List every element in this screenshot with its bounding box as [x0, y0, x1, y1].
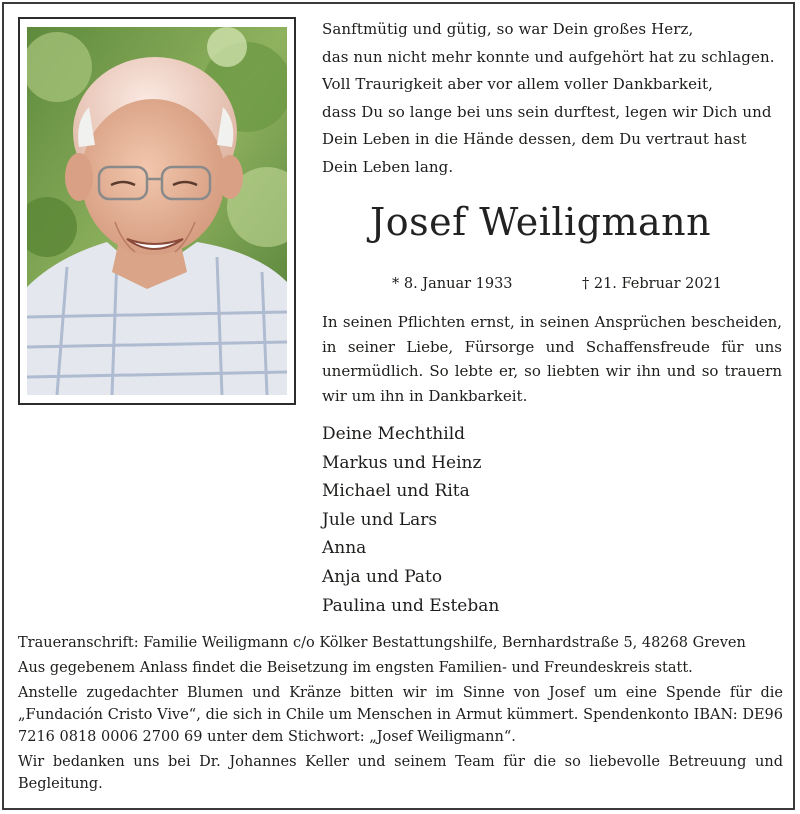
thanks-notice: Wir bedanken uns bei Dr. Johannes Keller und seinem Team für die so liebevolle Betreuung und Begleitung.	[18, 754, 783, 792]
family-list	[322, 420, 499, 620]
deceased-name: Josef Weiligmann	[370, 200, 712, 244]
poem	[322, 16, 792, 181]
footer	[18, 632, 783, 798]
family-member: Deine Mechthild	[322, 424, 466, 444]
poem-line: das nun nicht mehr konnte und aufgehört hat zu schlagen.	[322, 47, 775, 66]
family-member: Paulina und Esteban	[322, 595, 500, 616]
family-member: Anna	[322, 538, 367, 559]
tribute-text: In seinen Pflichten ernst, in seinen Ansprüchen bescheiden, in seiner Liebe, Fürsorge und Schaffensfreude für uns unermüdlich. So lebte er, so liebten wir ihn und so trauern wir um ihn in Dankbarkeit.	[322, 313, 782, 405]
family-member: Jule und Lars	[322, 509, 438, 530]
poem-line: Dein Leben in die Hände dessen, dem Du vertraut hast	[322, 130, 747, 148]
funeral-notice: Aus gegebenem Anlass findet die Beisetzung im engsten Familien- und Freundeskreis statt.	[18, 660, 693, 676]
donation-notice: Anstelle zugedachter Blumen und Kränze bitten wir im Sinne von Josef um eine Spende für die „Fundación Cristo Vive“, die sich in Chile um Menschen in Armut kümmert. Spendenkonto IBAN: DE96 7216 0818 0006 2700 69 unter dem Stichwort: „Josef Weiligmann“.	[18, 685, 783, 745]
poem-line: Sanftmütig und gütig, so war Dein großes Herz,	[322, 20, 694, 38]
poem-line: Dein Leben lang.	[322, 157, 454, 176]
mourning-address: Traueranschrift: Familie Weiligmann c/o Kölker Bestattungshilfe, Bernhardstraße 5, 48268 Greven	[18, 635, 746, 651]
portrait-frame	[18, 17, 296, 405]
portrait-photo	[27, 27, 287, 395]
poem-line: Voll Traurigkeit aber vor allem voller Dankbarkeit,	[322, 75, 713, 93]
poem-line: dass Du so lange bei uns sein durftest, legen wir Dich und	[322, 102, 772, 121]
family-member: Anja und Pato	[322, 566, 443, 587]
family-member: Michael und Rita	[322, 481, 470, 502]
birth-date: * 8. Januar 1933	[392, 276, 513, 292]
family-member: Markus und Heinz	[322, 452, 482, 473]
death-date: † 21. Februar 2021	[582, 276, 723, 292]
